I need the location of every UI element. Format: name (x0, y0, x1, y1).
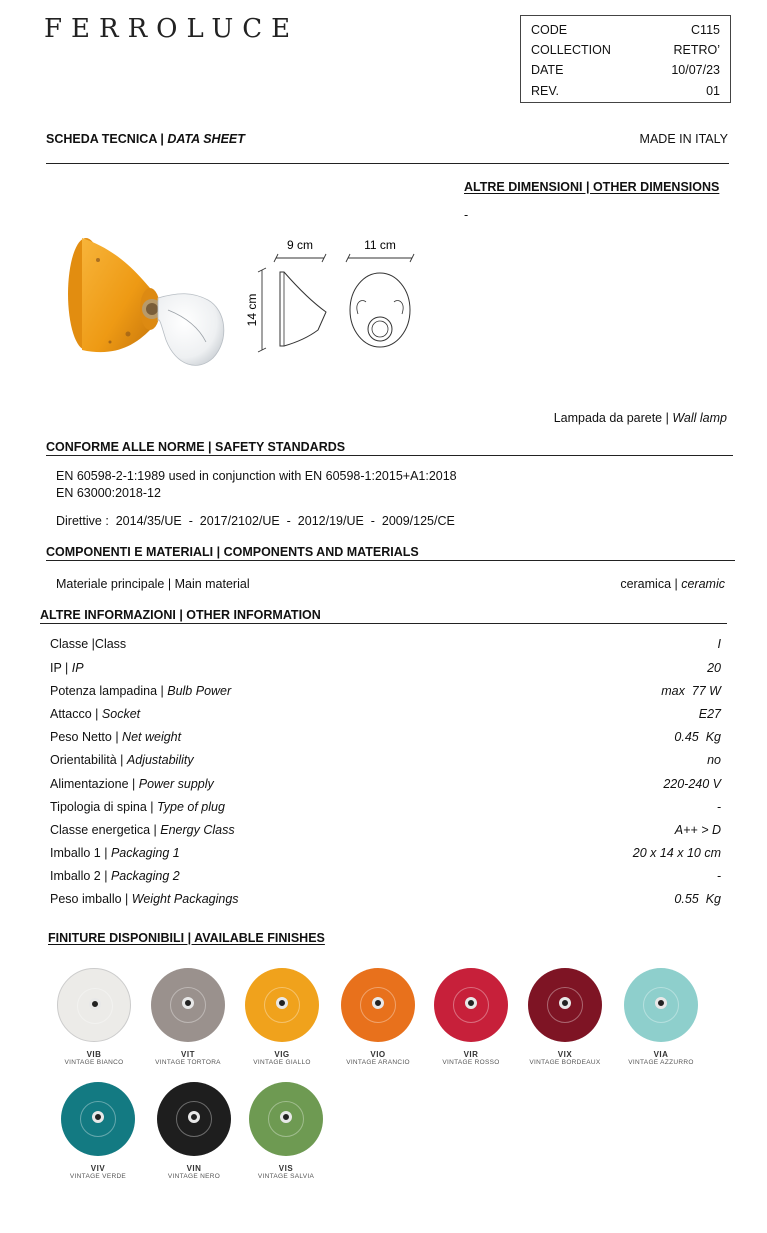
finish-name: VINTAGE GIALLO (253, 1059, 311, 1066)
info-row-value: E27 (698, 707, 721, 721)
info-row-value: max 77 W (661, 684, 721, 698)
finish-hole (92, 1111, 104, 1123)
info-row-label-en: Type of plug (157, 800, 225, 814)
info-row-plug-type (50, 800, 721, 814)
info-date-row (531, 63, 720, 77)
finish-hole (559, 997, 571, 1009)
standards-line-2: EN 63000:2018-12 (56, 486, 161, 500)
info-row-value: no (707, 753, 721, 767)
info-collection-row (531, 43, 720, 57)
date-label: DATE (531, 63, 564, 77)
info-row-label-it: IP | (50, 661, 69, 675)
info-row-label-en: Socket (101, 707, 141, 721)
finish-code: VIX (557, 1050, 573, 1059)
brand-logo: FERROLUCE (44, 14, 300, 44)
finish-code: VIR (463, 1050, 479, 1059)
info-row-adjustability (50, 753, 721, 767)
finish-name: VINTAGE TORTORA (155, 1059, 221, 1066)
materials-title: COMPONENTI E MATERIALI | COMPONENTS AND MATERIALS (46, 545, 419, 559)
date-value: 10/07/23 (671, 63, 720, 77)
finish-swatch (149, 1082, 239, 1180)
finish-hole (655, 997, 667, 1009)
finish-code: VIN (186, 1164, 202, 1173)
info-row-bulb-power (50, 684, 721, 698)
info-row-value: A++ > D (674, 823, 721, 837)
finish-color-disc (245, 968, 319, 1042)
finish-color-disc (434, 968, 508, 1042)
materials-divider (46, 560, 735, 561)
info-row-label-it: Alimentazione | (50, 777, 136, 791)
info-row-label (50, 661, 84, 675)
info-row-label-it: Classe |Class (50, 637, 127, 651)
info-row-label-en: Weight Packagings (131, 892, 239, 906)
dimensions-value: - (464, 208, 469, 222)
info-row-net-weight (50, 730, 721, 744)
finish-code: VIV (90, 1164, 106, 1173)
info-row-label-it: Orientabilità | (50, 753, 124, 767)
finish-color-disc (157, 1082, 231, 1156)
height-label: 14 cm (245, 293, 259, 327)
main-material-value-en: ceramic (681, 577, 725, 591)
standards-divider (46, 455, 733, 456)
finish-hole (276, 997, 288, 1009)
main-material-value-it: ceramica | (620, 577, 678, 591)
finish-name: VINTAGE VERDE (69, 1173, 127, 1180)
rev-label: REV. (531, 84, 560, 98)
finish-hole (280, 1111, 292, 1123)
code-value: C115 (691, 23, 720, 37)
info-row-label-en: Packaging 2 (110, 869, 180, 883)
finish-hole (188, 1111, 200, 1123)
finish-hole (182, 997, 194, 1009)
info-row-label (50, 684, 231, 698)
product-caption-en: Wall lamp (672, 411, 727, 425)
product-photo (58, 230, 238, 380)
finishes-title: FINITURE DISPONIBILI | AVAILABLE FINISHES (48, 931, 325, 945)
info-row-value: - (716, 869, 721, 883)
finish-swatch (237, 968, 327, 1066)
info-row-label-en: Net weight (122, 730, 182, 744)
product-caption (554, 411, 727, 425)
collection-value: RETRO’ (673, 43, 720, 57)
info-row-label-it: Imballo 1 | (50, 846, 108, 860)
info-row-label-it: Peso Netto | (50, 730, 119, 744)
finish-color-disc (151, 968, 225, 1042)
info-row-value: 20 (707, 661, 721, 675)
info-row-power-supply (50, 777, 721, 791)
info-row-label-it: Potenza lampadina | (50, 684, 164, 698)
info-row-value: 220-240 V (663, 777, 721, 791)
info-row-label-en: Adjustability (126, 753, 194, 767)
info-row-label-it: Attacco | (50, 707, 99, 721)
finish-swatch (53, 1082, 143, 1180)
finish-color-disc (61, 1082, 135, 1156)
info-row-label (50, 753, 194, 767)
finish-name: VINTAGE BORDEAUX (529, 1059, 601, 1066)
info-row-class (50, 637, 721, 651)
info-row-label (50, 777, 214, 791)
info-row-label (50, 892, 239, 906)
finish-code: VIO (370, 1050, 386, 1059)
info-row-label (50, 846, 180, 860)
dimensions-title: ALTRE DIMENSIONI | OTHER DIMENSIONS (464, 180, 720, 194)
info-code-row (531, 23, 720, 37)
info-row-label (50, 637, 126, 651)
other-info-title: ALTRE INFORMAZIONI | OTHER INFORMATION (40, 608, 321, 622)
finish-name: VINTAGE BIANCO (64, 1059, 124, 1066)
finish-code: VIS (278, 1164, 294, 1173)
info-row-value: 0.55 Kg (674, 892, 721, 906)
sheet-title (46, 132, 245, 146)
main-material-value (620, 577, 725, 591)
standards-title: CONFORME ALLE NORME | SAFETY STANDARDS (46, 440, 346, 454)
finish-code: VIT (181, 1050, 195, 1059)
info-row-packaging-weight (50, 892, 721, 906)
info-row-label (50, 823, 235, 837)
info-row-label-en: Packaging 1 (110, 846, 180, 860)
finish-name: VINTAGE ARANCIO (346, 1059, 410, 1066)
info-row-ip (50, 661, 721, 675)
rev-value: 01 (706, 84, 720, 98)
finish-color-disc (624, 968, 698, 1042)
info-row-label-it: Imballo 2 | (50, 869, 108, 883)
info-row-value: I (717, 637, 721, 651)
info-row-label-it: Peso imballo | (50, 892, 129, 906)
code-label: CODE (531, 23, 568, 37)
standards-directives: Direttive : 2014/35/UE - 2017/2102/UE - 2012/19/UE - 2009/125/CE (56, 514, 455, 528)
info-row-label-it: Tipologia di spina | (50, 800, 154, 814)
finish-swatch (143, 968, 233, 1066)
width-label: 11 cm (364, 238, 396, 252)
info-row-value: 20 x 14 x 10 cm (632, 846, 721, 860)
info-row-energy-class (50, 823, 721, 837)
main-material-label: Materiale principale | Main material (56, 577, 250, 591)
finish-name: VINTAGE NERO (167, 1173, 221, 1180)
dimension-drawing (240, 232, 425, 362)
info-row-label (50, 730, 181, 744)
depth-label: 9 cm (286, 238, 314, 252)
sheet-title-it: SCHEDA TECNICA | (46, 132, 164, 146)
info-row-label (50, 869, 180, 883)
info-row-label (50, 707, 140, 721)
finish-swatch (616, 968, 706, 1066)
header-divider (46, 163, 729, 164)
finish-hole (372, 997, 384, 1009)
finish-name: VINTAGE ROSSO (442, 1059, 500, 1066)
finish-swatch (426, 968, 516, 1066)
finish-name: VINTAGE SALVIA (257, 1173, 315, 1180)
finish-color-disc (528, 968, 602, 1042)
info-rev-row (531, 84, 720, 98)
info-row-value: - (716, 800, 721, 814)
finish-name: VINTAGE AZZURRO (628, 1059, 694, 1066)
info-row-label (50, 800, 225, 814)
finish-code: VIB (86, 1050, 102, 1059)
finish-color-disc (249, 1082, 323, 1156)
standards-line-1: EN 60598-2-1:1989 used in conjunction with EN 60598-1:2015+A1:2018 (56, 469, 457, 483)
finish-code: VIA (653, 1050, 669, 1059)
info-row-label-it: Classe energetica | (50, 823, 157, 837)
info-row-label-en: Energy Class (160, 823, 235, 837)
sheet-title-en: DATA SHEET (167, 132, 245, 146)
info-row-packaging-2 (50, 869, 721, 883)
info-row-label-en: Power supply (138, 777, 214, 791)
collection-label: COLLECTION (531, 43, 611, 57)
finish-swatch (520, 968, 610, 1066)
product-caption-it: Lampada da parete | (553, 411, 669, 425)
info-row-value: 0.45 Kg (674, 730, 721, 744)
made-in-italy: MADE IN ITALY (639, 132, 728, 146)
info-row-socket (50, 707, 721, 721)
finish-swatch (49, 968, 139, 1066)
info-row-label-en: IP (71, 661, 84, 675)
document-info-box (520, 15, 731, 103)
info-row-packaging-1 (50, 846, 721, 860)
info-row-label-en: Bulb Power (167, 684, 232, 698)
finish-hole (89, 998, 101, 1010)
finish-code: VIG (274, 1050, 290, 1059)
finish-swatch (241, 1082, 331, 1180)
finish-color-disc (57, 968, 131, 1042)
finish-color-disc (341, 968, 415, 1042)
other-info-divider (40, 623, 727, 624)
finish-swatch (333, 968, 423, 1066)
finish-hole (465, 997, 477, 1009)
